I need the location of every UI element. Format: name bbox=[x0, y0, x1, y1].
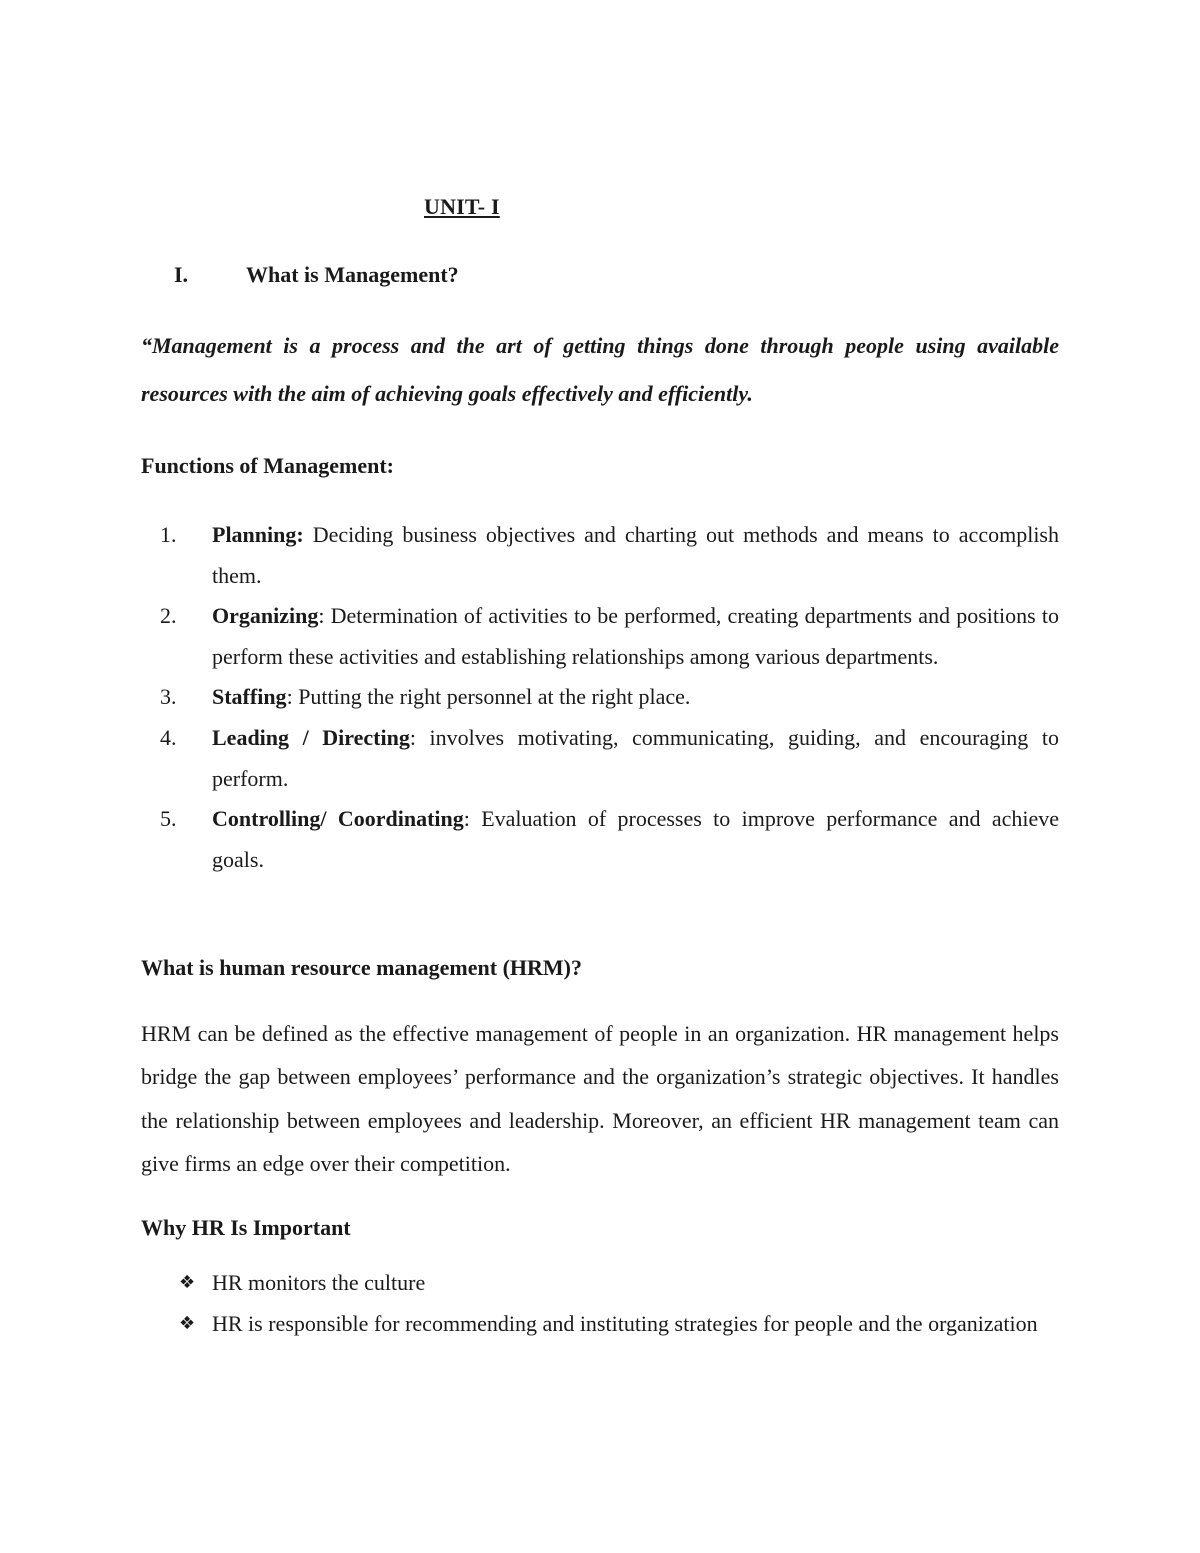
list-item bbox=[141, 596, 1059, 677]
function-term: Planning bbox=[212, 522, 297, 547]
list-number: 2. bbox=[160, 603, 177, 629]
list-number: 5. bbox=[160, 806, 177, 832]
term-separator: : bbox=[463, 806, 470, 832]
term-separator: : bbox=[296, 522, 304, 547]
unit-title: UNIT- I bbox=[424, 194, 500, 219]
function-description: Putting the right personnel at the right place. bbox=[292, 684, 691, 710]
list-number: 4. bbox=[160, 724, 177, 750]
hrm-heading: What is human resource management (HRM)? bbox=[141, 955, 582, 980]
function-term: Organizing bbox=[212, 603, 319, 629]
list-item bbox=[141, 799, 1059, 880]
diamond-bullet-icon: ❖ bbox=[179, 1272, 196, 1293]
list-item-text: HR is responsible for recommending and instituting strategies for people and the organization bbox=[212, 1311, 1038, 1336]
functions-heading: Functions of Management: bbox=[141, 453, 394, 478]
list-item bbox=[141, 1262, 1059, 1303]
section-heading: What is Management? bbox=[246, 262, 459, 287]
list-number: 3. bbox=[160, 684, 177, 710]
management-definition: “Management is a process and the art of getting things done through people using available resources with the aim of achieving goals effectively and efficiently. bbox=[141, 333, 1059, 406]
function-term: Staffing bbox=[212, 684, 287, 710]
diamond-bullet-icon: ❖ bbox=[179, 1313, 196, 1334]
why-hr-list bbox=[141, 1262, 1059, 1344]
function-description: Evaluation of processes to improve performance and achieve goals. bbox=[212, 806, 1059, 872]
function-description: involves motivating, communicating, guiding, and encouraging to perform. bbox=[212, 724, 1059, 791]
list-number: 1. bbox=[160, 522, 177, 547]
section-number: I. bbox=[174, 262, 189, 287]
list-item bbox=[141, 515, 1059, 596]
list-item bbox=[141, 1303, 1059, 1344]
hrm-paragraph: HRM can be defined as the effective management of people in an organization. HR management helps bridge the gap between employees’ performance and the organization’s strategic objectives. It handles the relationship between employees and leadership. Moreover, an efficient HR management team can give firms an edge over their competition. bbox=[141, 1021, 1059, 1176]
term-separator: : bbox=[409, 724, 416, 750]
functions-list bbox=[141, 515, 1059, 880]
function-term: Leading / Directing bbox=[212, 724, 410, 750]
list-item bbox=[141, 677, 1059, 718]
why-hr-heading: Why HR Is Important bbox=[141, 1215, 351, 1240]
function-term: Controlling/ Coordinating bbox=[212, 806, 464, 832]
list-item-text: HR monitors the culture bbox=[212, 1270, 426, 1295]
function-description: Deciding business objectives and charting out methods and means to accomplish them. bbox=[212, 522, 1059, 588]
function-description: Determination of activities to be performed, creating departments and positions to perform these activities and establishing relationships among various departments. bbox=[212, 603, 1059, 669]
term-separator: : bbox=[318, 603, 325, 629]
list-item bbox=[141, 718, 1059, 799]
term-separator: : bbox=[286, 684, 293, 710]
